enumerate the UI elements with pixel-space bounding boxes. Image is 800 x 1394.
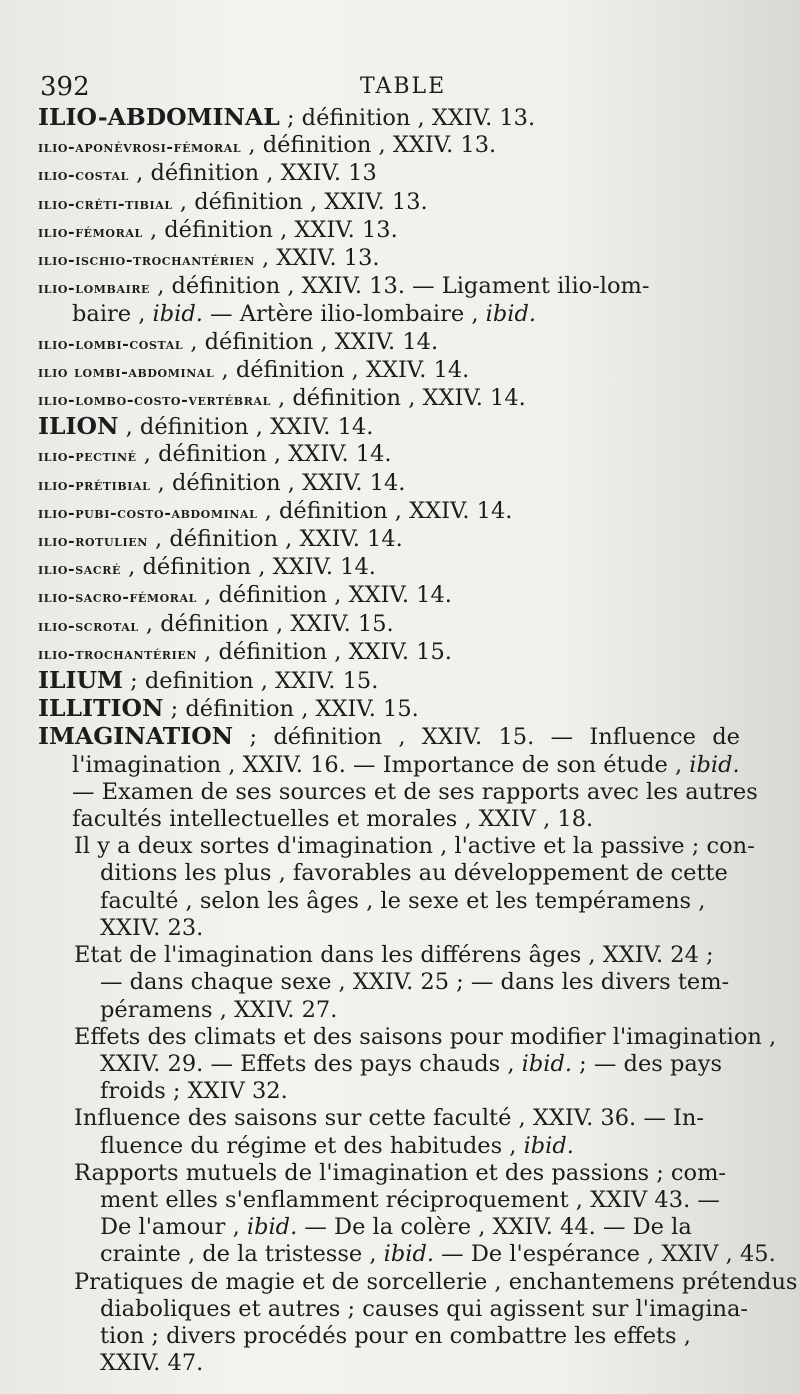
entry-headword: ilio-ischio-trochantérien (38, 250, 255, 270)
sub-paragraph-line: ment elles s'enflamment réciproquement , XXIV 43. — (100, 1186, 720, 1213)
entry-text: , définition , XXIV. 14. (270, 385, 526, 412)
index-entry (38, 357, 740, 385)
entry-text: crainte , de la tristesse , (100, 1241, 384, 1268)
sub-paragraph: Il y a deux sortes d'imagination , l'active et la passive ; con- (74, 833, 755, 860)
sub-paragraph: Etat de l'imagination dans les différens âges , XXIV. 24 ; (74, 942, 714, 969)
entry-text: ; définition , XXIV. 15. — Influence de (233, 724, 740, 751)
ibid-reference: ibid. (246, 1214, 298, 1241)
entry-headword: ilio-prétibial (38, 474, 151, 494)
entry-text: , définition , XXIV. 15. (138, 610, 394, 637)
index-entry (38, 554, 740, 582)
index-entry (38, 639, 740, 667)
entry-headword: ilio-créti-tibial (38, 193, 173, 213)
sub-paragraph-line: faculté , selon les âges , le sexe et les tempéramens , (100, 887, 706, 914)
sub-paragraph-line: péramens , XXIV. 27. (100, 996, 338, 1023)
entry-text: , définition , XXIV. 14. (257, 497, 513, 524)
index-entry (38, 245, 740, 273)
entry-continuation (38, 752, 740, 779)
entry-text: , définition , XXIV. 14. (118, 414, 374, 441)
entry-text: — De l'espérance , XXIV , 45. (434, 1241, 776, 1268)
index-entries (38, 103, 798, 1377)
entry-headword: ilio-sacro-fémoral (38, 587, 198, 607)
ibid-reference: ibid. (689, 751, 740, 778)
entry-headword: ilio-pectiné (38, 446, 137, 466)
index-entry (38, 273, 740, 301)
sub-paragraph-line (38, 1214, 740, 1241)
sub-paragraph: Influence des saisons sur cette faculté , XXIV. 36. — In- (74, 1105, 704, 1132)
ibid-reference: ibid. (485, 301, 537, 328)
sub-paragraph: Pratiques de magie et de sorcellerie , enchantemens prétendus (74, 1268, 798, 1295)
entry-headword: IMAGINATION (38, 722, 234, 751)
entry-text: — De la colère , XXIV. 44. — De la (297, 1214, 692, 1241)
entry-headword: ILIO-ABDOMINAL (38, 103, 280, 131)
entry-text: , définition , XXIV. 13. (142, 216, 398, 243)
entry-text: , définition , XXIV. 14. (197, 582, 452, 609)
sub-paragraph-line: diaboliques et autres ; causes qui agissent sur l'imagina- (100, 1295, 749, 1322)
page-number: 392 (40, 72, 90, 102)
sub-paragraph-line (38, 1051, 740, 1078)
index-entry (38, 441, 740, 469)
entry-text: ; — des pays (572, 1050, 723, 1077)
ibid-reference: ibid. (383, 1241, 435, 1268)
index-entry (38, 667, 740, 695)
entry-headword: ILIUM (38, 666, 124, 695)
entry-text: XXIV. 29. — Effets des pays chauds , (100, 1050, 522, 1077)
entry-text: , définition , XXIV. 13. (172, 188, 428, 215)
index-entry (38, 582, 740, 610)
index-entry (38, 104, 740, 132)
index-entry (38, 329, 740, 357)
entry-text: , définition , XXIV. 14. (214, 356, 470, 383)
entry-text: , définition , XXIV. 13. (241, 132, 497, 159)
entry-text: , définition , XXIV. 14. (121, 554, 376, 581)
entry-text: , définition , XXIV. 15. (197, 638, 452, 665)
sub-paragraph-line: — dans chaque sexe , XXIV. 25 ; — dans les divers tem- (100, 969, 730, 996)
index-entry (38, 413, 740, 441)
sub-paragraph-line: XXIV. 47. (100, 1350, 204, 1377)
page-header (40, 72, 740, 104)
index-entry (38, 470, 740, 498)
index-entry (38, 611, 740, 639)
sub-paragraph: Rapports mutuels de l'imagination et des passions ; com- (74, 1159, 727, 1186)
sub-paragraph-line (38, 1241, 776, 1268)
entry-headword: ilio-rotulien (38, 531, 148, 551)
entry-text: , définition , XXIV. 13 (128, 160, 377, 187)
entry-text: ; définition , XXIV. 13. (279, 105, 536, 131)
entry-headword: ilio-scrotal (38, 615, 139, 635)
entry-text: , définition , XXIV. 14. (183, 328, 439, 355)
index-entry (38, 526, 740, 554)
entry-text: ; definition , XXIV. 15. (123, 668, 379, 695)
entry-text: , XXIV. 13. (254, 245, 380, 272)
entry-text: ; définition , XXIV. 15. (163, 696, 419, 723)
imagination-entry (38, 723, 740, 751)
ibid-reference: ibid. (521, 1050, 573, 1077)
entry-headword: ilio-pubi-costo-abdominal (38, 502, 258, 522)
index-entry (38, 217, 740, 245)
running-head: TABLE (360, 74, 447, 99)
entry-text: fluence du régime et des habitudes , (100, 1132, 524, 1159)
entry-text: , définition , XXIV. 14. (150, 469, 406, 496)
entry-headword: ilio-aponévrosi-fémoral (38, 137, 242, 157)
sub-paragraph-line: tion ; divers procédés pour en combattre les effets , (100, 1322, 691, 1349)
entry-headword: ILION (38, 412, 119, 441)
entry-headword: ILLITION (38, 694, 164, 723)
entry-headword: ilio-lombo-costo-vertébral (38, 390, 271, 410)
sub-paragraph: Effets des climats et des saisons pour modifier l'imagination , (74, 1023, 777, 1050)
entry-text: , définition , XXIV. 14. (136, 441, 392, 468)
entry-text: — Artère ilio-lombaire , (202, 301, 486, 328)
entry-text: l'imagination , XXIV. 16. — Importance de son étude , (72, 751, 690, 778)
entry-headword: ilio-lombi-costal (38, 333, 184, 353)
entry-headword: ilio-costal (38, 165, 129, 185)
index-entry (38, 695, 740, 723)
entry-headword: ilio lombi-abdominal (38, 361, 215, 381)
entry-continuation: facultés intellectuelles et morales , XXIV , 18. (72, 806, 594, 833)
entry-continuation: — Examen de ses sources et de ses rapports avec les autres (72, 778, 758, 805)
entry-text: De l'amour , (100, 1214, 247, 1241)
entry-text: , définition , XXIV. 14. (147, 526, 403, 553)
sub-paragraph-line (38, 1133, 740, 1160)
entry-headword: ilio-trochantérien (38, 643, 197, 663)
entry-headword: ilio-sacré (38, 559, 122, 579)
entry-text: baire , (72, 301, 153, 328)
index-entry (38, 498, 740, 526)
index-entry (38, 160, 740, 188)
entry-headword: ilio-fémoral (38, 221, 143, 241)
ibid-reference: ibid. (523, 1132, 574, 1159)
index-entry (38, 189, 740, 217)
sub-paragraph-line: ditions les plus , favorables au développement de cette (100, 860, 728, 887)
entry-continuation (38, 301, 740, 328)
ibid-reference: ibid. (152, 301, 203, 328)
index-entry (38, 132, 740, 160)
entry-headword: ilio-lombaire (38, 278, 151, 298)
entry-text: , définition , XXIV. 13. — Ligament ilio-lom- (150, 273, 650, 300)
index-entry (38, 385, 740, 413)
sub-paragraph-line: froids ; XXIV 32. (100, 1078, 288, 1105)
sub-paragraph-line: XXIV. 23. (100, 914, 204, 941)
